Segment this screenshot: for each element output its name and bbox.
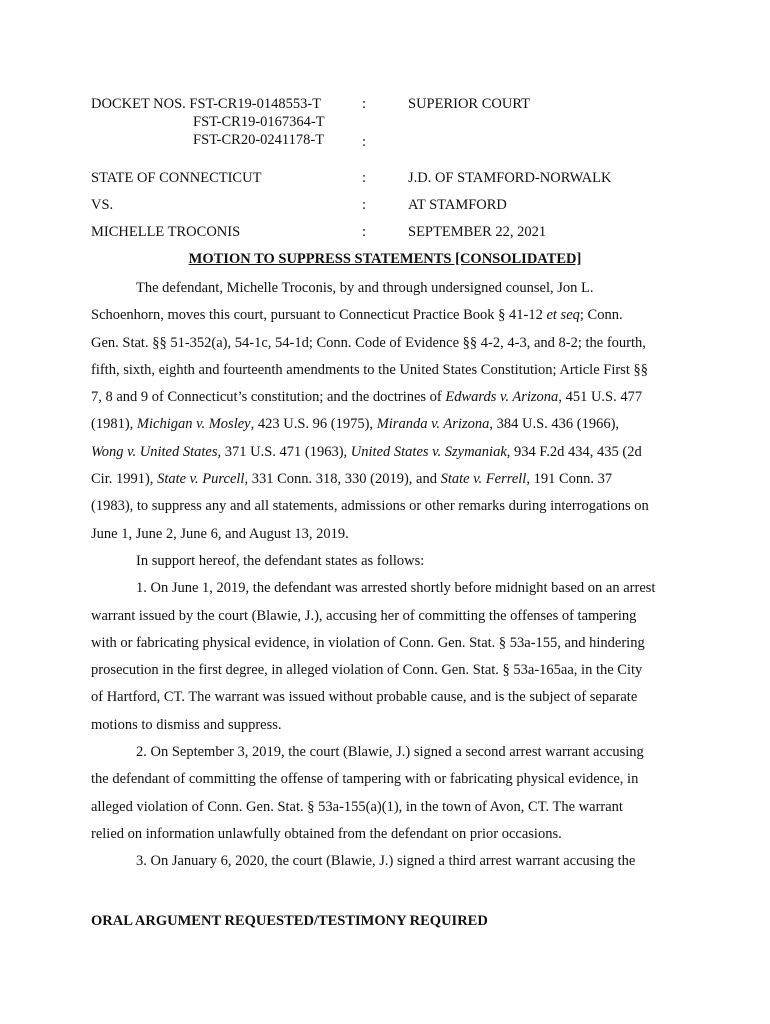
defendant-name: MICHELLE TROCONIS xyxy=(91,224,241,240)
body-line: June 1, June 2, June 6, and August 13, 2019. xyxy=(91,525,349,542)
docket-number-2: FST-CR19-0167364-T xyxy=(193,114,325,130)
motion-body xyxy=(91,275,681,876)
support-line: In support hereof, the defendant states as follows: xyxy=(136,552,425,569)
paragraph-2-line: alleged violation of Conn. Gen. Stat. § 53a-155(a)(1), in the town of Avon, CT. The warrant xyxy=(91,798,623,815)
paragraph-2-line: the defendant of committing the offense of tampering with or fabricating physical evidence, in xyxy=(91,771,639,788)
motion-title: MOTION TO SUPPRESS STATEMENTS [CONSOLIDATED] xyxy=(188,251,582,267)
paragraph-2-line: relied on information unlawfully obtained from the defendant on prior occasions. xyxy=(91,825,562,842)
body-line: Schoenhorn, moves this court, pursuant to Connecticut Practice Book § 41-12 et seq; Conn. xyxy=(91,307,623,324)
filing-date: SEPTEMBER 22, 2021 xyxy=(408,224,547,240)
body-line: (1983), to suppress any and all statements, admissions or other remarks during interrogations on xyxy=(91,498,649,515)
paragraph-1-line: prosecution in the first degree, in alleged violation of Conn. Gen. Stat. § 53a-165aa, in the City xyxy=(91,662,643,679)
state-party: STATE OF CONNECTICUT xyxy=(91,170,262,186)
body-line: Cir. 1991), State v. Purcell, 331 Conn. 318, 330 (2019), and State v. Ferrell, 191 Conn. 37 xyxy=(91,471,613,488)
caption-colon: : xyxy=(362,96,367,112)
caption-colon: : xyxy=(362,134,367,150)
docket-number-3: FST-CR20-0241178-T xyxy=(193,132,325,148)
paragraph-1-line: motions to dismiss and suppress. xyxy=(91,716,282,733)
paragraph-1-line: of Hartford, CT. The warrant was issued without probable cause, and is the subject of separate xyxy=(91,689,638,706)
court-name: SUPERIOR COURT xyxy=(408,96,530,112)
oral-argument-notice: ORAL ARGUMENT REQUESTED/TESTIMONY REQUIRED xyxy=(91,913,488,929)
paragraph-1-line: warrant issued by the court (Blawie, J.), accusing her of committing the offenses of tampering xyxy=(91,607,637,624)
body-line: (1981), Michigan v. Mosley, 423 U.S. 96 (1975), Miranda v. Arizona, 384 U.S. 436 (1966), xyxy=(91,416,620,433)
body-line: Gen. Stat. §§ 51-352(a), 54-1c, 54-1d; Conn. Code of Evidence §§ 4-2, 4-3, and 8-2; the fourth, xyxy=(91,334,646,351)
caption-colon: : xyxy=(362,197,367,213)
body-line: Wong v. United States, 371 U.S. 471 (1963), United States v. Szymaniak, 934 F.2d 434, 435 (2d xyxy=(91,443,642,460)
body-line: 7, 8 and 9 of Connecticut’s constitution; and the doctrines of Edwards v. Arizona, 451 U.S. 477 xyxy=(91,389,643,406)
caption-colon: : xyxy=(362,170,367,186)
body-line: The defendant, Michelle Troconis, by and through undersigned counsel, Jon L. xyxy=(136,280,594,296)
paragraph-2-line: 2. On September 3, 2019, the court (Blawie, J.) signed a second arrest warrant accusing xyxy=(136,744,644,761)
paragraph-3-line: 3. On January 6, 2020, the court (Blawie, J.) signed a third arrest warrant accusing the xyxy=(136,853,636,870)
paragraph-1-line: 1. On June 1, 2019, the defendant was arrested shortly before midnight based on an arrest xyxy=(136,580,656,597)
paragraph-1-line: with or fabricating physical evidence, in violation of Conn. Gen. Stat. § 53a-155, and hindering xyxy=(91,634,645,651)
court-location: AT STAMFORD xyxy=(408,197,507,213)
caption-colon: : xyxy=(362,224,367,240)
docket-numbers-label: DOCKET NOS. FST-CR19-0148553-T xyxy=(91,96,322,112)
judicial-district: J.D. OF STAMFORD-NORWALK xyxy=(408,170,612,186)
body-line: fifth, sixth, eighth and fourteenth amendments to the United States Constitution; Article First §§ xyxy=(91,361,648,378)
versus-label: VS. xyxy=(91,197,114,213)
